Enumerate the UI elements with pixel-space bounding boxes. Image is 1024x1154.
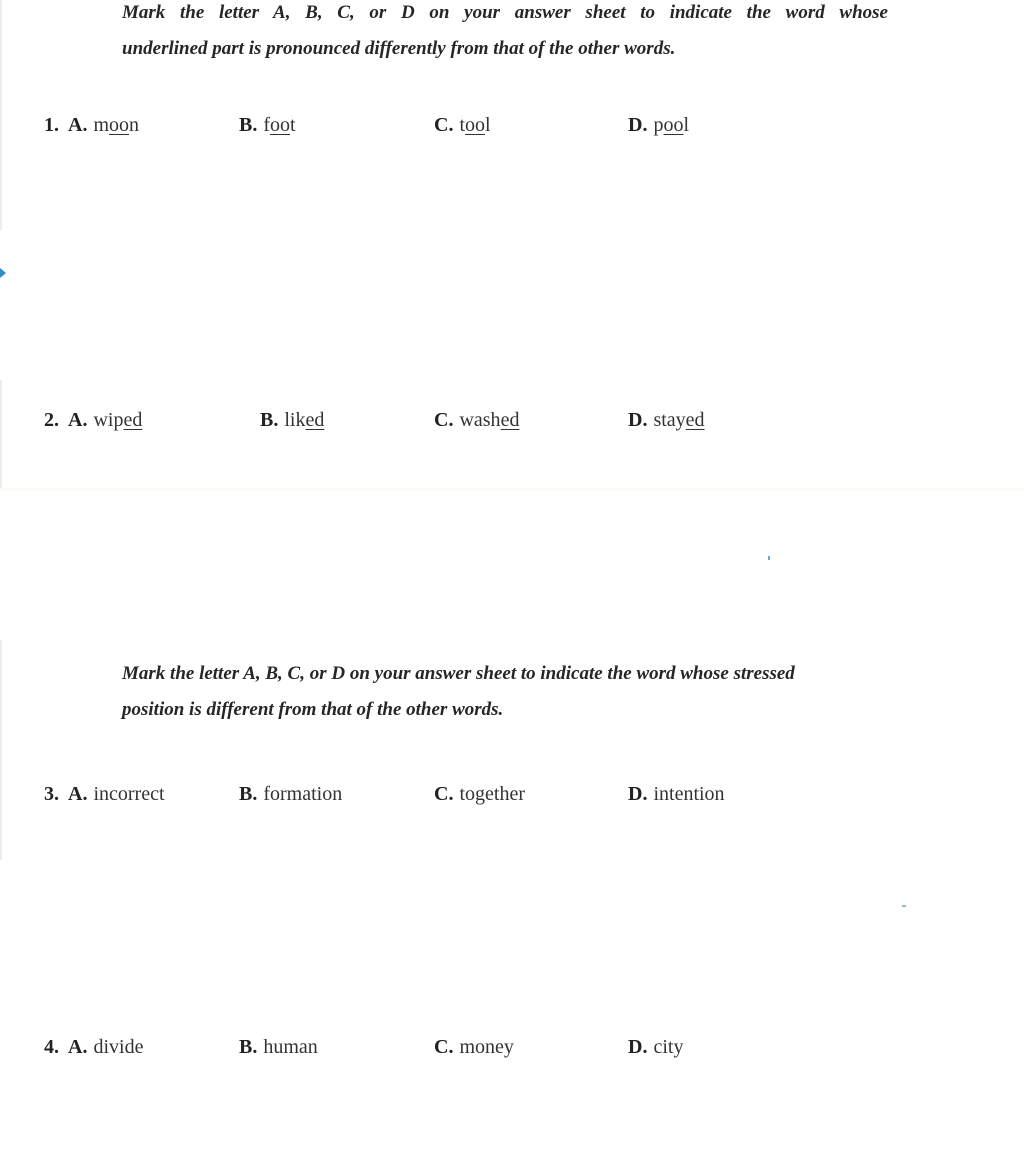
scan-speck bbox=[902, 905, 906, 907]
question-number: 1. bbox=[44, 114, 59, 136]
word-part: wip bbox=[93, 409, 124, 431]
scan-mark bbox=[0, 268, 6, 278]
word-part: m bbox=[93, 114, 110, 136]
option-a[interactable] bbox=[68, 783, 165, 806]
scan-band bbox=[0, 488, 1024, 492]
underlined-part: oo bbox=[663, 114, 684, 136]
underlined-part: ed bbox=[500, 409, 520, 431]
option-letter: C. bbox=[434, 1036, 454, 1058]
option-a[interactable] bbox=[68, 409, 142, 432]
option-letter: B. bbox=[239, 1036, 258, 1058]
option-a[interactable] bbox=[68, 114, 139, 137]
option-letter: B. bbox=[239, 783, 258, 805]
word-part: t bbox=[290, 114, 296, 136]
underlined-part: oo bbox=[465, 114, 486, 136]
option-letter: A. bbox=[68, 1036, 88, 1058]
option-word: city bbox=[653, 1036, 684, 1058]
scan-edge bbox=[0, 640, 2, 860]
word-part: l bbox=[683, 114, 690, 136]
word-part: p bbox=[653, 114, 664, 136]
option-word: incorrect bbox=[93, 783, 165, 805]
option-word: money bbox=[459, 1036, 514, 1058]
underlined-part: ed bbox=[305, 409, 325, 431]
option-letter: D. bbox=[628, 1036, 648, 1058]
instruction-line: Mark the letter A, B, C, or D on your answer sheet to indicate the word whose bbox=[122, 2, 888, 23]
option-letter: C. bbox=[434, 409, 454, 431]
question-3 bbox=[0, 783, 1024, 813]
option-letter: A. bbox=[68, 409, 88, 431]
underlined-part: oo bbox=[270, 114, 291, 136]
option-word: divide bbox=[93, 1036, 144, 1058]
word-part: wash bbox=[459, 409, 501, 431]
option-a[interactable] bbox=[68, 1036, 143, 1059]
option-d[interactable] bbox=[628, 409, 705, 432]
question-2 bbox=[0, 409, 1024, 439]
option-letter: D. bbox=[628, 114, 648, 136]
option-letter: C. bbox=[434, 114, 454, 136]
word-part: n bbox=[129, 114, 140, 136]
option-letter: C. bbox=[434, 783, 454, 805]
question-1 bbox=[0, 114, 1024, 144]
section-2-instructions bbox=[122, 656, 795, 728]
option-word: together bbox=[459, 783, 525, 805]
option-b[interactable] bbox=[239, 114, 296, 137]
underlined-part: oo bbox=[109, 114, 130, 136]
word-part: lik bbox=[284, 409, 306, 431]
word-part: l bbox=[485, 114, 491, 136]
option-letter: D. bbox=[628, 409, 648, 431]
word-part: t bbox=[459, 114, 466, 136]
option-c[interactable] bbox=[434, 1036, 514, 1059]
section-1-instructions bbox=[122, 0, 888, 67]
instruction-line: position is different from that of the other words. bbox=[122, 699, 504, 720]
underlined-part: ed bbox=[685, 409, 705, 431]
option-word: intention bbox=[653, 783, 725, 805]
question-number: 4. bbox=[44, 1036, 59, 1058]
option-b[interactable] bbox=[239, 1036, 318, 1059]
instruction-line: Mark the letter A, B, C, or D on your answer sheet to indicate the word whose stressed bbox=[122, 663, 795, 684]
word-part: stay bbox=[653, 409, 686, 431]
option-d[interactable] bbox=[628, 114, 689, 137]
option-letter: B. bbox=[239, 114, 258, 136]
option-letter: D. bbox=[628, 783, 648, 805]
question-number: 2. bbox=[44, 409, 59, 431]
option-word: human bbox=[263, 1036, 318, 1058]
option-c[interactable] bbox=[434, 409, 519, 432]
scan-speck bbox=[768, 556, 770, 560]
option-d[interactable] bbox=[628, 783, 725, 806]
question-4 bbox=[0, 1036, 1024, 1066]
question-number: 3. bbox=[44, 783, 59, 805]
option-b[interactable] bbox=[260, 409, 324, 432]
option-c[interactable] bbox=[434, 783, 525, 806]
underlined-part: ed bbox=[123, 409, 143, 431]
option-word: formation bbox=[263, 783, 343, 805]
option-letter: B. bbox=[260, 409, 279, 431]
option-b[interactable] bbox=[239, 783, 342, 806]
option-c[interactable] bbox=[434, 114, 491, 137]
option-letter: A. bbox=[68, 114, 88, 136]
option-d[interactable] bbox=[628, 1036, 683, 1059]
option-letter: A. bbox=[68, 783, 88, 805]
word-part: f bbox=[263, 114, 271, 136]
instruction-line: underlined part is pronounced differently from that of the other words. bbox=[122, 38, 676, 59]
